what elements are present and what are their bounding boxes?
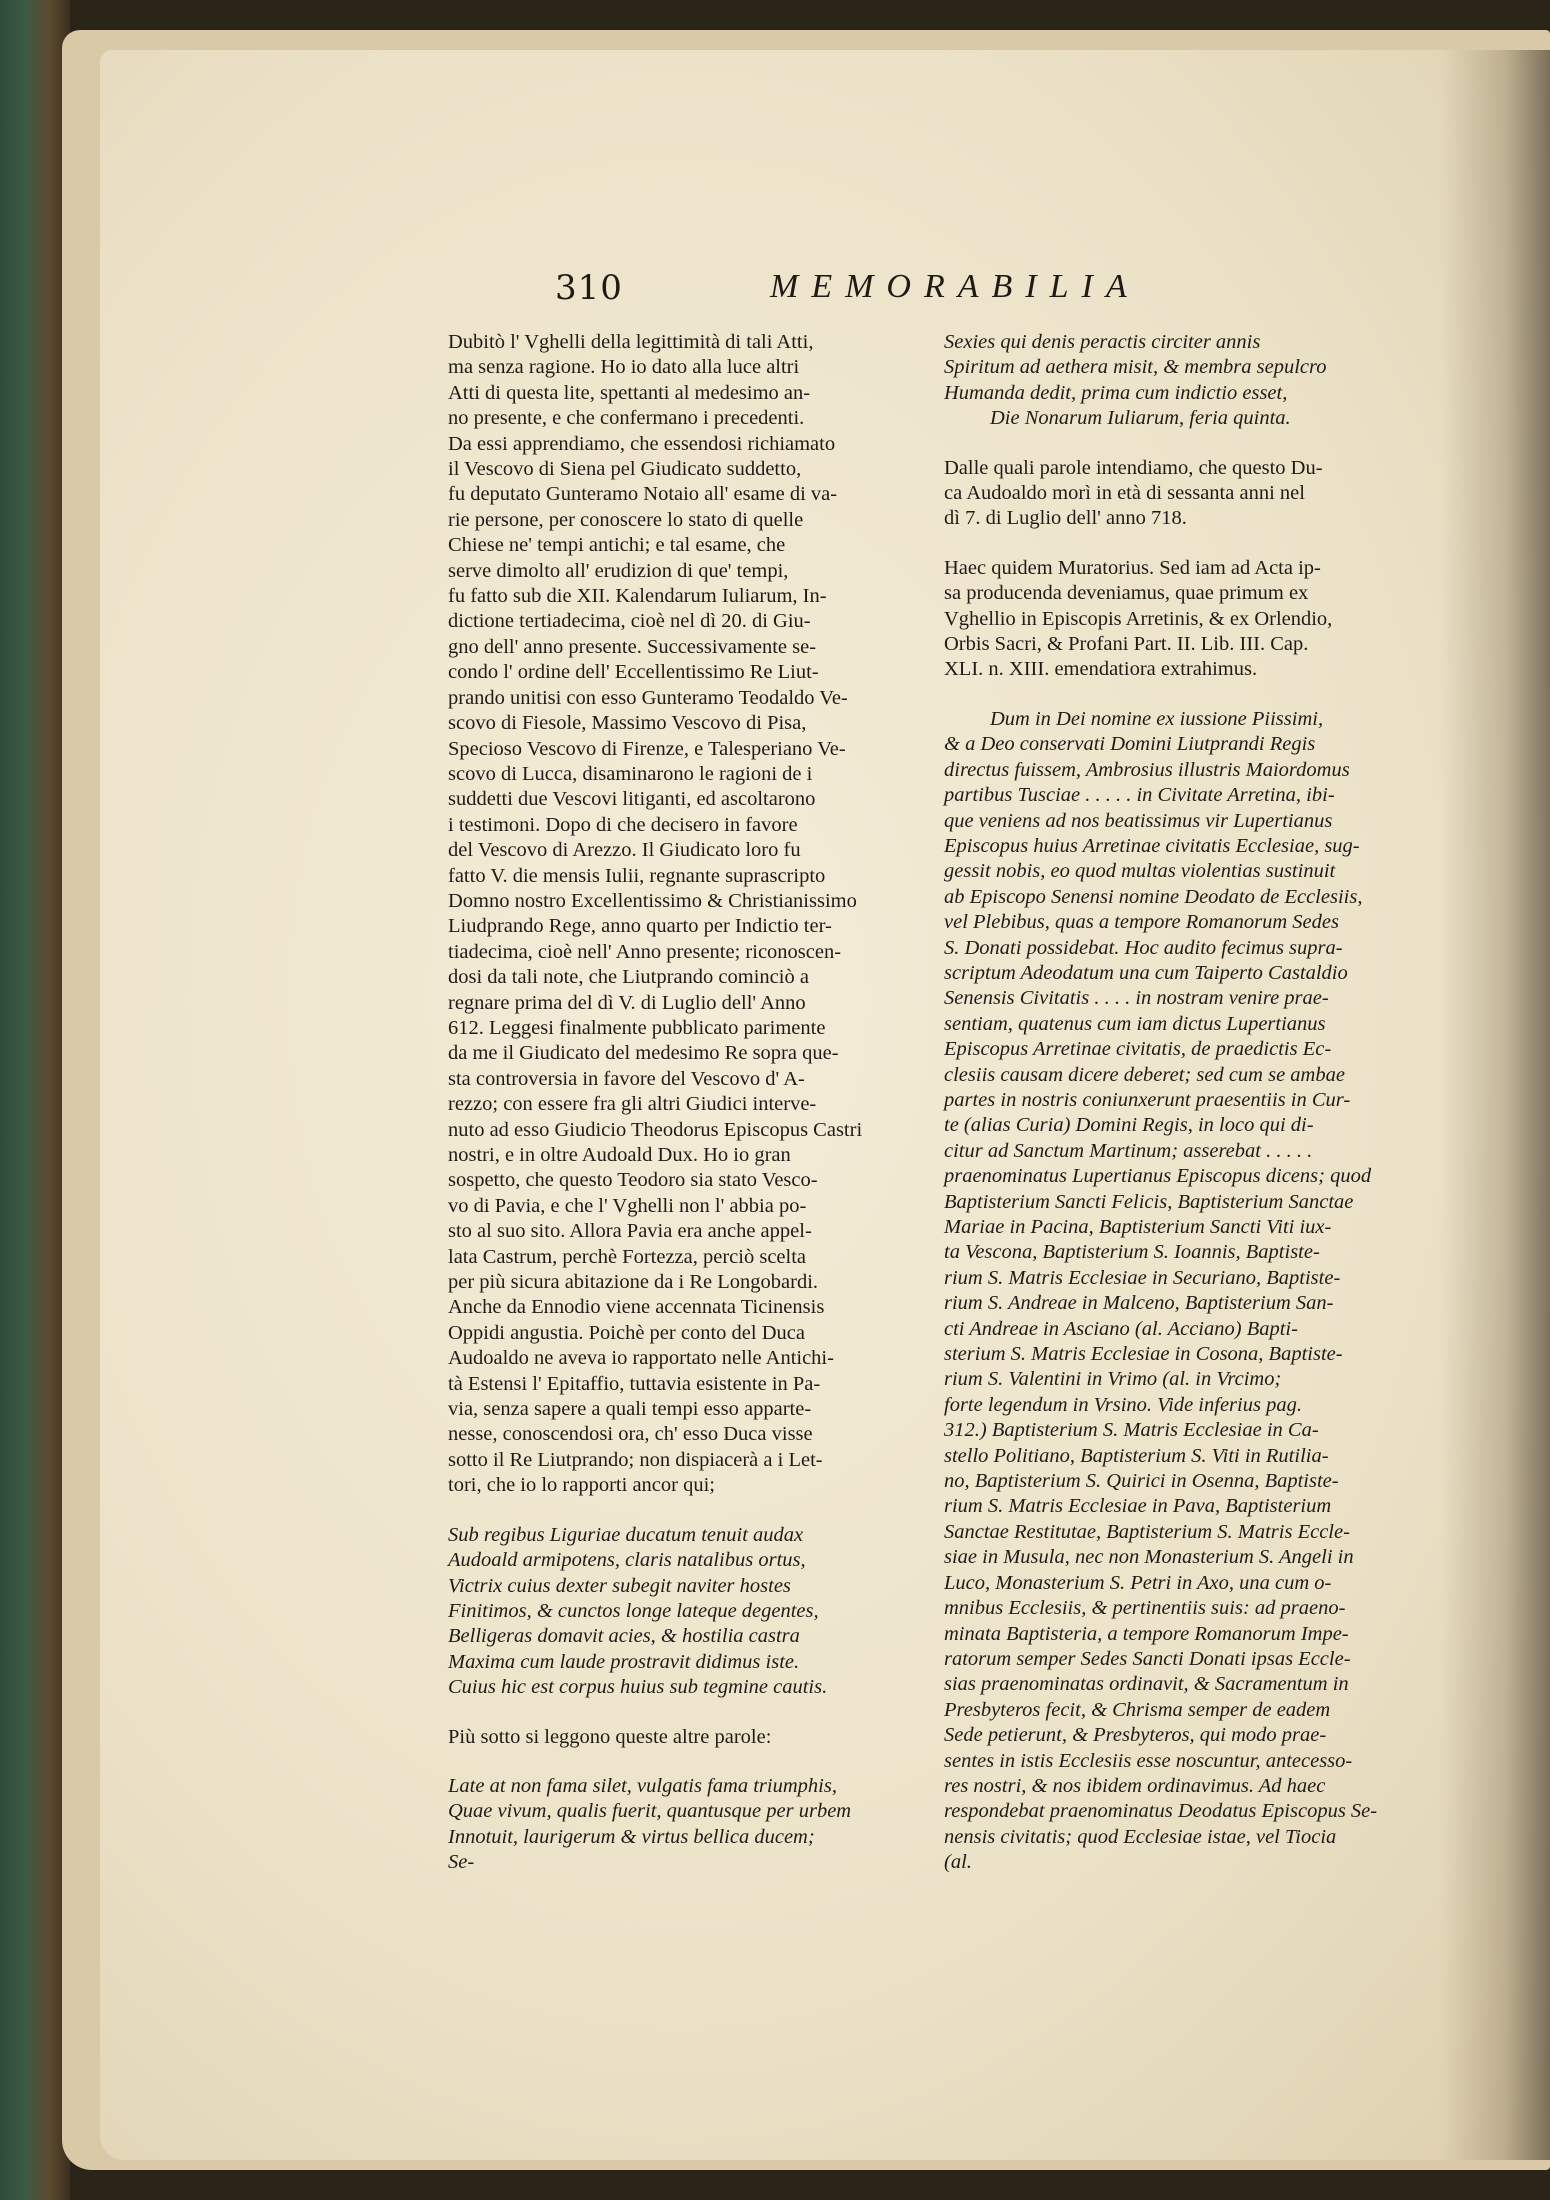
text-line: scriptum Adeodatum una cum Taiperto Castaldio [944, 961, 1348, 984]
left-prose [448, 330, 916, 1499]
text-line: rium S. Valentini in Vrimo (al. in Vrcimo; [944, 1368, 1282, 1391]
book-binding [0, 0, 70, 2200]
text-line: Sexies qui denis peractis circiter annis [944, 331, 1261, 353]
text-line: ab Episcopo Senensi nomine Deodato de Ecclesiis, [944, 885, 1363, 908]
text-line: Humanda dedit, prima cum indictio esset, [944, 381, 1288, 404]
text-line: citur ad Sanctum Martinum; asserebat . . . . . [944, 1139, 1313, 1162]
text-line: nesse, conoscendosi ora, ch' esso Duca visse [448, 1423, 813, 1446]
text-line: Presbyteros fecit, & Chrisma semper de eadem [944, 1698, 1331, 1721]
text-line: via, senza sapere a quali tempi esso apparte- [448, 1398, 812, 1421]
text-line: Victrix cuius dexter subegit naviter hostes [448, 1574, 791, 1597]
text-line: Dum in Dei nomine ex iussione Piissimi, [990, 707, 1324, 730]
text-line: gessit nobis, eo quod multas violentias sustinuit [944, 860, 1336, 883]
page-number: 310 [555, 268, 623, 308]
text-line: no, Baptisterium S. Quirici in Osenna, Baptiste- [944, 1470, 1339, 1493]
text-line: minata Baptisteria, a tempore Romanorum Impe- [944, 1622, 1349, 1645]
text-line: partes in nostris coniunxerunt praesentiis in Cur- [944, 1088, 1351, 1111]
text-line: ma senza ragione. Ho io dato alla luce altri [448, 356, 800, 379]
running-title: MEMORABILIA [770, 268, 1140, 305]
acta-text [944, 707, 1426, 1850]
commentary-paragraph [944, 456, 1426, 532]
text-line: il Vescovo di Siena pel Giudicato suddetto, [448, 458, 802, 481]
text-line: Audoaldo ne aveva io rapportato nelle Antichi- [448, 1347, 834, 1370]
text-line: del Vescovo di Arezzo. Il Giudicato loro fu [448, 839, 801, 862]
text-line: nensis civitatis; quod Ecclesiae istae, vel Tiocia [944, 1825, 1337, 1848]
text-line: S. Donati possidebat. Hoc audito fecimus supra- [944, 936, 1343, 959]
text-line: Oppidi angustia. Poichè per conto del Duca [448, 1321, 805, 1344]
text-line: Sede petierunt, & Presbyteros, qui modo prae- [944, 1724, 1327, 1747]
text-line: per più sicura abitazione da i Re Longobardi. [448, 1271, 819, 1294]
text-line: Sanctae Restitutae, Baptisterium S. Matris Eccle- [944, 1520, 1350, 1543]
text-line: Domno nostro Excellentissimo & Christianissimo [448, 889, 857, 912]
text-line: Cuius hic est corpus huius sub tegmine cautis. [448, 1676, 828, 1699]
text-line: Anche da Ennodio viene accennata Ticinensis [448, 1296, 825, 1319]
text-line: gno dell' anno presente. Successivamente se- [448, 635, 817, 658]
text-line: rie persone, per conoscere lo stato di quelle [448, 508, 804, 531]
text-line: te (alias Curia) Domini Regis, in loco qui di- [944, 1114, 1314, 1137]
catchword: Se- [448, 1851, 475, 1874]
text-line: Quae vivum, qualis fuerit, quantusque per urbem [448, 1800, 852, 1823]
text-line: scovo di Lucca, disaminarono le ragioni de i [448, 762, 813, 785]
text-line: Spiritum ad aethera misit, & membra sepulcro [944, 356, 1327, 379]
text-line: serve dimolto all' erudizion di que' tempi, [448, 559, 789, 582]
text-line: sterium S. Matris Ecclesiae in Cosona, Baptiste- [944, 1343, 1343, 1366]
text-line: tori, che io lo rapporti ancor qui; [448, 1474, 715, 1497]
text-line: lata Castrum, perchè Fortezza, perciò scelta [448, 1245, 807, 1268]
text-line: siae in Musula, nec non Monasterium S. Angeli in [944, 1546, 1354, 1569]
text-line: mnibus Ecclesiis, & pertinentiis suis: ad praeno- [944, 1597, 1346, 1620]
text-line: dosi da tali note, che Liutprando cominciò a [448, 966, 809, 989]
text-line: sta controversia in favore del Vescovo d' A- [448, 1067, 805, 1090]
text-line: Episcopus huius Arretinae civitatis Ecclesiae, sug- [944, 834, 1360, 857]
text-line: res nostri, & nos ibidem ordinavimus. Ad haec [944, 1774, 1326, 1797]
text-line: Belligeras domavit acies, & hostilia castra [448, 1625, 800, 1648]
text-line: condo l' ordine dell' Eccellentissimo Re Liut- [448, 661, 819, 684]
text-line: rium S. Matris Ecclesiae in Pava, Baptisterium [944, 1495, 1332, 1518]
epitaph-verse-continued [448, 1774, 916, 1850]
text-line: prando unitisi con esso Gunteramo Teodaldo Ve- [448, 686, 848, 709]
text-line: tiadecima, cioè nell' Anno presente; riconoscen- [448, 940, 842, 963]
intro-paragraph [944, 556, 1426, 683]
text-line: no presente, e che confermano i precedenti. [448, 407, 805, 430]
text-line: Dalle quali parole intendiamo, che questo Du- [944, 456, 1323, 479]
text-line: Luco, Monasterium S. Petri in Axo, una cum o- [944, 1571, 1332, 1594]
text-line: fatto V. die mensis Iulii, regnante suprascripto [448, 864, 826, 887]
spine-shadow [1440, 50, 1550, 2160]
text-line: sospetto, che questo Teodoro sia stato Vesco- [448, 1169, 818, 1192]
text-line: Chiese ne' tempi antichi; e tal esame, che [448, 534, 786, 557]
text-line: directus fuissem, Ambrosius illustris Maiordomus [944, 758, 1350, 781]
text-line: Orbis Sacri, & Profani Part. II. Lib. III. Cap. [944, 633, 1309, 656]
text-line: Da essi apprendiamo, che essendosi richiamato [448, 432, 836, 455]
text-line: dì 7. di Luglio dell' anno 718. [944, 507, 1187, 530]
text-line: Baptisterium Sancti Felicis, Baptisterium Sanctae [944, 1190, 1354, 1213]
text-line: nuto ad esso Giudicio Theodorus Episcopus Castri [448, 1118, 863, 1141]
catchword-right: (al. [944, 1851, 972, 1874]
text-line: ratorum semper Sedes Sancti Donati ipsas Eccle- [944, 1647, 1351, 1670]
text-line: ca Audoaldo morì in età di sessanta anni nel [944, 482, 1305, 505]
text-line: Maxima cum laude prostravit didimus iste. [448, 1650, 800, 1673]
epitaph-date: Die Nonarum Iuliarum, feria quinta. [990, 407, 1291, 430]
text-line: Sub regibus Liguriae ducatum tenuit audax [448, 1523, 804, 1546]
text-line: ta Vescona, Baptisterium S. Ioannis, Baptiste- [944, 1241, 1320, 1264]
page-header [555, 268, 1165, 318]
text-line: Liudprando Rege, anno quarto per Indictio ter- [448, 915, 832, 938]
text-line: vel Plebibus, quas a tempore Romanorum Sedes [944, 911, 1339, 934]
text-line: Specioso Vescovo di Firenze, e Talesperiano Ve- [448, 737, 846, 760]
text-line: XLI. n. XIII. emendatiora extrahimus. [944, 658, 1258, 681]
text-line: Vghellio in Episcopis Arretinis, & ex Orlendio, [944, 607, 1333, 630]
text-line: sa producenda deveniamus, quae primum ex [944, 582, 1309, 605]
text-line: tà Estensi l' Epitaffio, tuttavia esistente in Pa- [448, 1372, 821, 1395]
text-line: sias praenominatas ordinavit, & Sacramentum in [944, 1673, 1349, 1696]
text-line: vo di Pavia, e che l' Vghelli non l' abbia po- [448, 1194, 807, 1217]
text-line: respondebat praenominatus Deodatus Episcopus Se- [944, 1800, 1378, 1823]
text-line: dictione tertiadecima, cioè nel dì 20. di Giu- [448, 610, 811, 633]
transition-line: Più sotto si leggono queste altre parole: [448, 1725, 772, 1748]
text-line: partibus Tusciae . . . . . in Civitate Arretina, ibi- [944, 784, 1335, 807]
text-line: 312.) Baptisterium S. Matris Ecclesiae in Ca- [944, 1419, 1319, 1442]
text-line: sentes in istis Ecclesiis esse noscuntur, antecesso- [944, 1749, 1353, 1772]
text-line: sentiam, quatenus cum iam dictus Lupertianus [944, 1012, 1326, 1035]
text-line: scovo di Fiesole, Massimo Vescovo di Pisa, [448, 712, 807, 735]
text-line: Senensis Civitatis . . . . in nostram venire prae- [944, 987, 1329, 1010]
text-line: sotto il Re Liutprando; non dispiacerà a i Let- [448, 1448, 823, 1471]
text-line: i testimoni. Dopo di che decisero in favore [448, 813, 798, 836]
text-line: Innotuit, laurigerum & virtus bellica ducem; [448, 1825, 815, 1848]
text-line: Episcopus Arretinae civitatis, de praedictis Ec- [944, 1038, 1332, 1061]
text-line: forte legendum in Vrsino. Vide inferius pag. [944, 1393, 1302, 1416]
text-line: Dubitò l' Vghelli della legittimità di tali Atti, [448, 331, 814, 353]
text-line: nostri, e in oltre Audoald Dux. Ho io gran [448, 1144, 791, 1166]
epitaph-verse-end [944, 330, 1426, 406]
epitaph-verse [448, 1523, 916, 1701]
text-line: praenominatus Lupertianus Episcopus dicens; quod [944, 1165, 1372, 1188]
text-line: suddetti due Vescovi litiganti, ed ascoltarono [448, 788, 816, 811]
text-line: Audoald armipotens, claris natalibus ortus, [448, 1549, 806, 1572]
text-line: fu deputato Gunteramo Notaio all' esame di va- [448, 483, 838, 506]
text-line: Late at non fama silet, vulgatis fama triumphis, [448, 1774, 837, 1797]
text-line: Haec quidem Muratorius. Sed iam ad Acta ip- [944, 556, 1321, 579]
text-line: cti Andreae in Asciano (al. Acciano) Bapti- [944, 1317, 1298, 1340]
text-line: stello Politiano, Baptisterium S. Viti in Rutilia- [944, 1444, 1329, 1467]
text-line: rium S. Matris Ecclesiae in Securiano, Baptiste- [944, 1266, 1341, 1289]
left-column [448, 330, 916, 1876]
text-line: que veniens ad nos beatissimus vir Lupertianus [944, 809, 1333, 832]
text-line: regnare prima del dì V. di Luglio dell' Anno [448, 991, 806, 1014]
text-line: da me il Giudicato del medesimo Re sopra que- [448, 1042, 839, 1065]
text-line: Atti di questa lite, spettanti al medesimo an- [448, 381, 811, 404]
text-line: fu fatto sub die XII. Kalendarum Iuliarum, In- [448, 585, 827, 608]
text-line: Mariae in Pacina, Baptisterium Sancti Viti iux- [944, 1216, 1332, 1238]
text-line: sto al suo sito. Allora Pavia era anche appel- [448, 1220, 812, 1243]
text-line: rezzo; con essere fra gli altri Giudici interve- [448, 1093, 817, 1116]
right-column [944, 330, 1426, 1876]
text-line: rium S. Andreae in Malceno, Baptisterium San- [944, 1292, 1334, 1315]
text-line: Finitimos, & cunctos longe lateque degentes, [448, 1599, 819, 1622]
text-line: clesiis causam dicere deberet; sed cum se ambae [944, 1063, 1345, 1086]
text-line: & a Deo conservati Domini Liutprandi Regis [944, 733, 1316, 756]
text-line: 612. Leggesi finalmente pubblicato parimente [448, 1016, 826, 1039]
